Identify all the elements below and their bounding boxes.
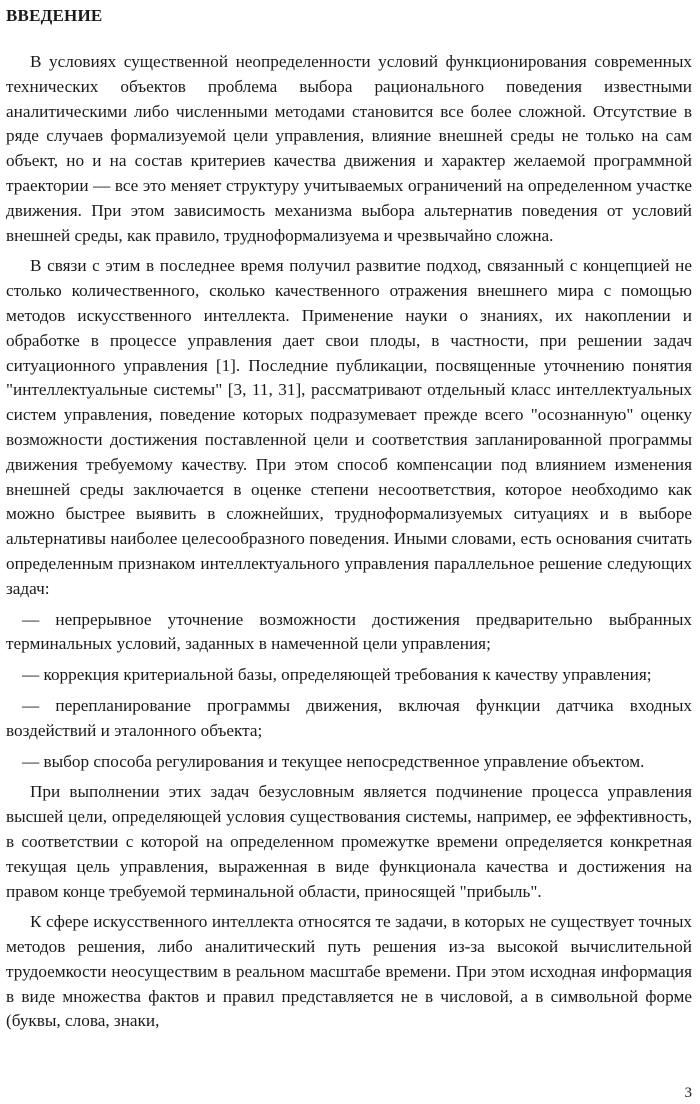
paragraph-3: При выполнении этих задач безусловным является подчинение процесса управления высшей цели, определяющей условия существования системы, например, ее эффективность, в соответствии с которой на определенном промежутке времени определяется конкретная текущая цель управления, выраженная в виде функционала качества и достижения на правом конце требуемой терминальной области, приносящей "прибыль".	[6, 782, 692, 901]
paragraph-4: К сфере искусственного интеллекта относятся те задачи, в которых не существует точных методов решения, либо аналитический путь решения из-за высокой вычислительной трудоемкости неосуществим в реальном масштабе времени. При этом исходная информация в виде множества фактов и правил представляется не в числовой, а в символьной форме (буквы, слова, знаки,	[6, 912, 692, 1031]
list-item-3: — перепланирование программы движения, включая функции датчика входных воздействий и эталонного объекта;	[6, 695, 692, 740]
list-item-2: — коррекция критериальной базы, определяющей требования к качеству управления;	[22, 665, 652, 685]
list-item-4: — выбор способа регулирования и текущее непосредственное управление объектом.	[22, 751, 645, 771]
paragraph-1: В условиях существенной неопределенности условий функционирования современных технических объектов проблема выбора рационального поведения известными аналитическими либо численными методами становится все более сложной. Отсутствие в ряде случаев формализуемой цели управления, влияние внешней среды не только на сам объект, но и на состав критериев качества движения и характер желаемой программной траектории — все это меняет структуру учитываемых ограничений на определенном участке движения. При этом зависимость механизма выбора альтернатив поведения от условий внешней среды, как правило, трудноформализуема и чрезвычайно сложна.	[6, 52, 692, 245]
page-number: 3	[684, 1085, 692, 1101]
list-item-1: — непрерывное уточнение возможности достижения предварительно выбранных терминальных условий, заданных в намеченной цели управления;	[6, 609, 692, 654]
paragraph-2: В связи с этим в последнее время получил развитие подход, связанный с концепцией не столько количественного, сколько качественного отражения внешнего мира с помощью методов искусственного интеллекта. Применение науки о знаниях, их накоплении и обработке в процессе управления дает свои плоды, в частности, при решении задач ситуационного управления [1]. Последние публикации, посвященные уточнению понятия "интеллектуальные системы" [3, 11, 31], рассматривают отдельный класс интеллектуальных систем управления, поведение которых подразумевает прежде всего "осознанную" оценку возможности достижения поставленной цели и соответствия запланированной программы движения требуемому качеству. При этом способ компенсации под влиянием изменения внешней среды заключается в оценке степени несоответствия, которое необходимо как можно быстрее выявить в сложнейших, трудноформализуемых ситуациях и в выборе альтернативы наиболее целесообразного поведения. Иными словами, есть основания считать определенным признаком интеллектуального управления параллельное решение следующих задач:	[6, 256, 692, 598]
section-heading: ВВЕДЕНИЕ	[6, 6, 103, 25]
